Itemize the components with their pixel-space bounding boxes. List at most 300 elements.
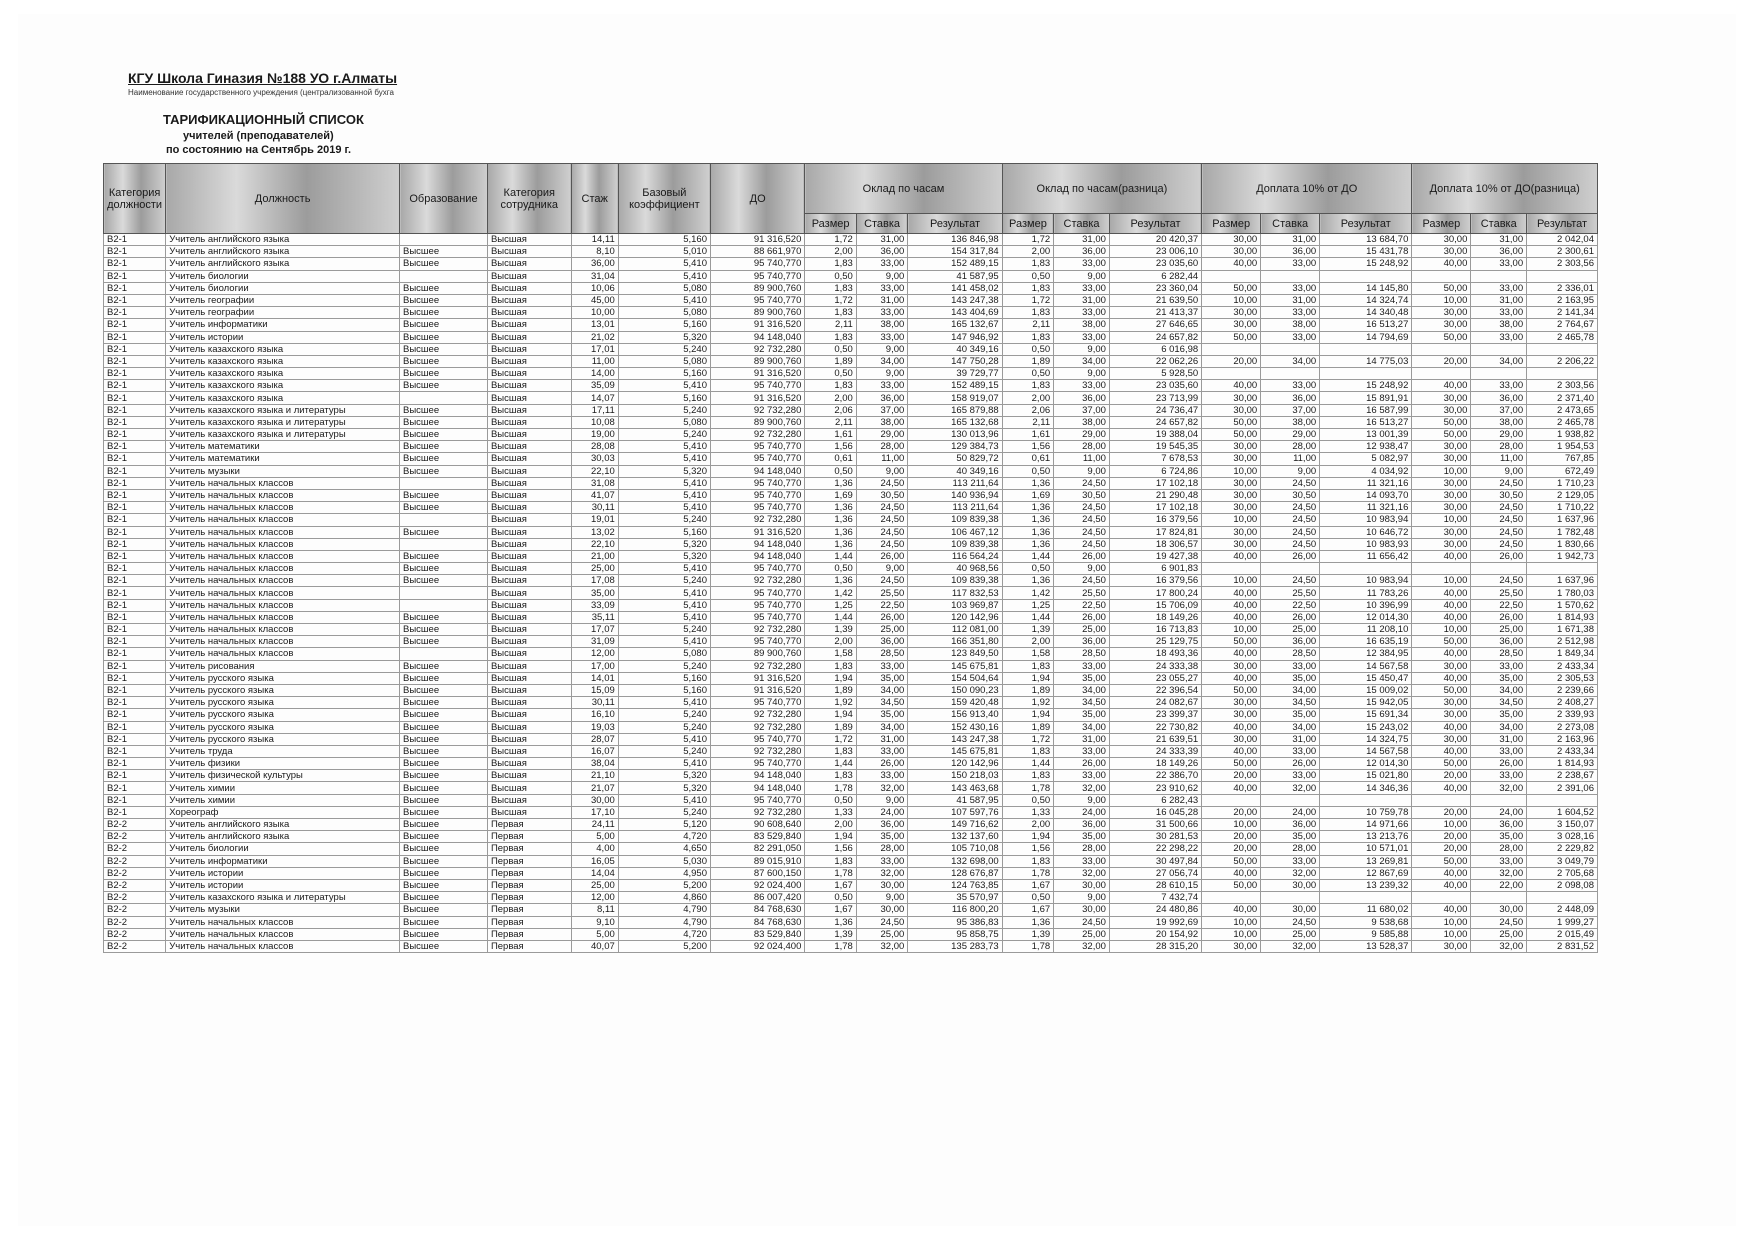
- cell-bonus-rate: 30,00: [1261, 879, 1320, 891]
- cell-bonus-rate: 38,00: [1261, 416, 1320, 428]
- cell-bonus-rate-diff: 29,00: [1471, 429, 1527, 441]
- cell-bonus-size: 10,00: [1202, 575, 1261, 587]
- cell-education: Высшее: [400, 794, 488, 806]
- cell-do: 87 600,150: [710, 867, 804, 879]
- cell-rate-diff: 33,00: [1054, 745, 1110, 757]
- cell-rate-diff: 26,00: [1054, 611, 1110, 623]
- cell-bonus-size-diff: [1412, 343, 1471, 355]
- cell-experience: 38,04: [571, 758, 618, 770]
- cell-rate-diff: 24,50: [1054, 514, 1110, 526]
- cell-size: 1,44: [805, 611, 856, 623]
- cell-employee-category: Высшая: [487, 355, 571, 367]
- cell-result: 129 384,73: [908, 441, 1002, 453]
- cell-bonus-size: 30,00: [1202, 538, 1261, 550]
- cell-bonus-result-diff: 2 229,82: [1527, 843, 1598, 855]
- cell-experience: 30,00: [571, 794, 618, 806]
- cell-size: 1,89: [805, 721, 856, 733]
- cell-rate: 24,50: [856, 502, 907, 514]
- cell-result: 156 913,40: [908, 709, 1002, 721]
- cell-education: [400, 599, 488, 611]
- cell-category: B2-1: [104, 489, 166, 501]
- cell-bonus-rate: 32,00: [1261, 940, 1320, 952]
- cell-bonus-result-diff: 1 637,96: [1527, 514, 1598, 526]
- cell-experience: 21,02: [571, 331, 618, 343]
- cell-category: B2-1: [104, 343, 166, 355]
- cell-bonus-result: 15 942,05: [1320, 697, 1412, 709]
- cell-employee-category: Высшая: [487, 538, 571, 550]
- cell-size: 1,44: [805, 550, 856, 562]
- cell-experience: 25,00: [571, 879, 618, 891]
- cell-base-coefficient: 4,860: [618, 892, 710, 904]
- sub-header-size: Размер: [1412, 214, 1471, 234]
- cell-position: Учитель русского языка: [166, 672, 400, 684]
- cell-position: Учитель начальных классов: [166, 489, 400, 501]
- cell-do: 94 148,040: [710, 550, 804, 562]
- sub-header-size: Размер: [1202, 214, 1261, 234]
- cell-size: 0,50: [805, 794, 856, 806]
- cell-bonus-rate-diff: 26,00: [1471, 758, 1527, 770]
- table-row: [104, 843, 1598, 855]
- cell-bonus-size: [1202, 794, 1261, 806]
- cell-employee-category: Высшая: [487, 745, 571, 757]
- cell-bonus-rate: 33,00: [1261, 660, 1320, 672]
- cell-size: 1,78: [805, 867, 856, 879]
- cell-position: Учитель биологии: [166, 282, 400, 294]
- cell-position: Учитель начальных классов: [166, 928, 400, 940]
- cell-base-coefficient: 5,080: [618, 307, 710, 319]
- cell-base-coefficient: 5,320: [618, 331, 710, 343]
- cell-experience: 17,10: [571, 806, 618, 818]
- cell-bonus-result: 14 794,69: [1320, 331, 1412, 343]
- cell-employee-category: Первая: [487, 879, 571, 891]
- cell-size-diff: 1,78: [1002, 940, 1053, 952]
- cell-bonus-size: 40,00: [1202, 867, 1261, 879]
- cell-bonus-rate: 11,00: [1261, 453, 1320, 465]
- cell-bonus-rate-diff: 30,50: [1471, 489, 1527, 501]
- sub-header-rate: Ставка: [856, 214, 907, 234]
- cell-education: [400, 392, 488, 404]
- cell-bonus-rate-diff: 38,00: [1471, 416, 1527, 428]
- table-row: [104, 575, 1598, 587]
- cell-bonus-result-diff: 1 782,48: [1527, 526, 1598, 538]
- cell-bonus-size-diff: 30,00: [1412, 502, 1471, 514]
- cell-bonus-size-diff: 50,00: [1412, 282, 1471, 294]
- cell-bonus-rate: 33,00: [1261, 855, 1320, 867]
- cell-base-coefficient: 5,410: [618, 477, 710, 489]
- cell-bonus-size: 50,00: [1202, 416, 1261, 428]
- cell-experience: 14,11: [571, 234, 618, 246]
- cell-education: Высшее: [400, 745, 488, 757]
- cell-size-diff: 1,56: [1002, 441, 1053, 453]
- cell-size: 1,61: [805, 429, 856, 441]
- cell-bonus-size-diff: 40,00: [1412, 879, 1471, 891]
- cell-bonus-size: 40,00: [1202, 648, 1261, 660]
- cell-bonus-rate: 24,50: [1261, 514, 1320, 526]
- cell-do: 95 740,770: [710, 453, 804, 465]
- cell-result-diff: 24 480,86: [1109, 904, 1201, 916]
- cell-education: Высшее: [400, 331, 488, 343]
- cell-result-diff: 21 639,50: [1109, 294, 1201, 306]
- cell-rate-diff: 34,00: [1054, 355, 1110, 367]
- cell-bonus-rate: 25,00: [1261, 624, 1320, 636]
- cell-bonus-size-diff: 40,00: [1412, 611, 1471, 623]
- cell-base-coefficient: 5,410: [618, 453, 710, 465]
- cell-category: B2-1: [104, 246, 166, 258]
- cell-bonus-result: 16 635,19: [1320, 636, 1412, 648]
- cell-size-diff: 2,11: [1002, 319, 1053, 331]
- cell-bonus-size: 50,00: [1202, 684, 1261, 696]
- cell-base-coefficient: 5,410: [618, 563, 710, 575]
- cell-education: Высшее: [400, 502, 488, 514]
- cell-position: Учитель казахского языка и литературы: [166, 404, 400, 416]
- cell-category: B2-2: [104, 843, 166, 855]
- cell-base-coefficient: 5,080: [618, 282, 710, 294]
- cell-position: Учитель казахского языка: [166, 355, 400, 367]
- cell-category: B2-1: [104, 733, 166, 745]
- cell-position: Учитель казахского языка: [166, 392, 400, 404]
- cell-experience: 30,11: [571, 697, 618, 709]
- cell-size-diff: 1,89: [1002, 355, 1053, 367]
- cell-base-coefficient: 5,240: [618, 660, 710, 672]
- cell-base-coefficient: 5,240: [618, 575, 710, 587]
- cell-base-coefficient: 5,410: [618, 733, 710, 745]
- cell-bonus-size: 50,00: [1202, 429, 1261, 441]
- cell-employee-category: Высшая: [487, 563, 571, 575]
- cell-employee-category: Первая: [487, 819, 571, 831]
- cell-bonus-size-diff: 10,00: [1412, 514, 1471, 526]
- cell-education: Высшее: [400, 684, 488, 696]
- cell-rate: 29,00: [856, 429, 907, 441]
- cell-result-diff: 23 035,60: [1109, 258, 1201, 270]
- cell-rate: 24,50: [856, 575, 907, 587]
- cell-employee-category: Высшая: [487, 331, 571, 343]
- cell-result: 95 858,75: [908, 928, 1002, 940]
- cell-position: Учитель казахского языка и литературы: [166, 892, 400, 904]
- cell-rate: 24,50: [856, 514, 907, 526]
- cell-experience: 14,01: [571, 672, 618, 684]
- cell-size: 1,56: [805, 441, 856, 453]
- cell-position: Учитель английского языка: [166, 831, 400, 843]
- cell-do: 86 007,420: [710, 892, 804, 904]
- cell-rate: 33,00: [856, 307, 907, 319]
- cell-size-diff: 2,11: [1002, 416, 1053, 428]
- cell-rate: 31,00: [856, 234, 907, 246]
- cell-do: 95 740,770: [710, 441, 804, 453]
- cell-bonus-rate: 24,00: [1261, 806, 1320, 818]
- cell-base-coefficient: 5,010: [618, 246, 710, 258]
- cell-do: 84 768,630: [710, 916, 804, 928]
- cell-employee-category: Первая: [487, 940, 571, 952]
- cell-bonus-rate-diff: 31,00: [1471, 294, 1527, 306]
- tariff-table-wrap: [103, 163, 1598, 953]
- cell-bonus-size: 50,00: [1202, 331, 1261, 343]
- cell-do: 95 740,770: [710, 611, 804, 623]
- cell-bonus-size-diff: 30,00: [1412, 453, 1471, 465]
- cell-base-coefficient: 5,160: [618, 319, 710, 331]
- cell-bonus-rate: 22,50: [1261, 599, 1320, 611]
- cell-do: 89 900,760: [710, 648, 804, 660]
- cell-rate: 9,00: [856, 465, 907, 477]
- cell-base-coefficient: 5,240: [618, 624, 710, 636]
- cell-bonus-size-diff: 30,00: [1412, 307, 1471, 319]
- cell-education: Высшее: [400, 904, 488, 916]
- cell-rate: 33,00: [856, 331, 907, 343]
- cell-rate: 34,00: [856, 721, 907, 733]
- cell-rate-diff: 33,00: [1054, 258, 1110, 270]
- cell-bonus-size: 30,00: [1202, 660, 1261, 672]
- cell-do: 83 529,840: [710, 831, 804, 843]
- cell-bonus-size-diff: 30,00: [1412, 489, 1471, 501]
- table-row: [104, 270, 1598, 282]
- cell-size-diff: 1,72: [1002, 294, 1053, 306]
- cell-rate-diff: 24,50: [1054, 575, 1110, 587]
- cell-bonus-result-diff: 3 150,07: [1527, 819, 1598, 831]
- cell-experience: 13,02: [571, 526, 618, 538]
- document-title: ТАРИФИКАЦИОННЫЙ СПИСОК: [163, 112, 364, 127]
- cell-rate: 33,00: [856, 745, 907, 757]
- group-header-bonus: Доплата 10% от ДО: [1202, 164, 1412, 214]
- cell-bonus-rate: 33,00: [1261, 258, 1320, 270]
- cell-size: 1,67: [805, 879, 856, 891]
- cell-position: Учитель информатики: [166, 319, 400, 331]
- cell-result: 113 211,64: [908, 477, 1002, 489]
- table-row: [104, 319, 1598, 331]
- cell-result-diff: 19 545,35: [1109, 441, 1201, 453]
- cell-bonus-size: 30,00: [1202, 307, 1261, 319]
- cell-bonus-result-diff: 767,85: [1527, 453, 1598, 465]
- cell-employee-category: Высшая: [487, 770, 571, 782]
- cell-category: B2-2: [104, 916, 166, 928]
- cell-experience: 9,10: [571, 916, 618, 928]
- cell-education: Высшее: [400, 721, 488, 733]
- cell-education: Высшее: [400, 441, 488, 453]
- cell-rate-diff: 25,00: [1054, 624, 1110, 636]
- cell-education: Высшее: [400, 758, 488, 770]
- cell-bonus-rate: 28,00: [1261, 441, 1320, 453]
- cell-position: Учитель физики: [166, 758, 400, 770]
- cell-bonus-result-diff: [1527, 892, 1598, 904]
- cell-base-coefficient: 4,790: [618, 904, 710, 916]
- cell-bonus-rate: 34,00: [1261, 355, 1320, 367]
- cell-result: 150 090,23: [908, 684, 1002, 696]
- cell-rate-diff: 28,00: [1054, 441, 1110, 453]
- organization-name: КГУ Школа Гиназия №188 УО г.Алматы: [128, 70, 398, 86]
- table-row: [104, 307, 1598, 319]
- cell-bonus-result: 14 324,74: [1320, 294, 1412, 306]
- cell-bonus-result-diff: 2 339,93: [1527, 709, 1598, 721]
- cell-experience: 17,01: [571, 343, 618, 355]
- cell-bonus-size: 20,00: [1202, 806, 1261, 818]
- table-row: [104, 368, 1598, 380]
- cell-bonus-size-diff: 30,00: [1412, 246, 1471, 258]
- cell-rate: 26,00: [856, 758, 907, 770]
- cell-position: Учитель рисования: [166, 660, 400, 672]
- cell-employee-category: Высшая: [487, 758, 571, 770]
- cell-size-diff: 1,83: [1002, 380, 1053, 392]
- cell-result: 130 013,96: [908, 429, 1002, 441]
- cell-bonus-size-diff: 30,00: [1412, 660, 1471, 672]
- cell-position: Учитель английского языка: [166, 246, 400, 258]
- cell-rate: 38,00: [856, 319, 907, 331]
- cell-size: 1,58: [805, 648, 856, 660]
- cell-bonus-size: [1202, 343, 1261, 355]
- cell-bonus-result-diff: 3 049,79: [1527, 855, 1598, 867]
- cell-education: Высшее: [400, 246, 488, 258]
- cell-size-diff: 1,36: [1002, 526, 1053, 538]
- cell-size: 1,83: [805, 282, 856, 294]
- cell-bonus-result: 15 431,78: [1320, 246, 1412, 258]
- table-row: [104, 648, 1598, 660]
- cell-bonus-result-diff: 2 300,61: [1527, 246, 1598, 258]
- cell-size-diff: 1,25: [1002, 599, 1053, 611]
- cell-bonus-rate-diff: 33,00: [1471, 282, 1527, 294]
- cell-position: Учитель русского языка: [166, 697, 400, 709]
- cell-bonus-size: 30,00: [1202, 733, 1261, 745]
- cell-employee-category: Высшая: [487, 319, 571, 331]
- cell-position: Учитель казахского языка: [166, 343, 400, 355]
- cell-rate-diff: 24,00: [1054, 806, 1110, 818]
- cell-experience: 16,10: [571, 709, 618, 721]
- cell-bonus-result-diff: 2 336,01: [1527, 282, 1598, 294]
- cell-bonus-rate: 34,50: [1261, 697, 1320, 709]
- cell-do: 95 740,770: [710, 294, 804, 306]
- cell-rate-diff: 29,00: [1054, 429, 1110, 441]
- cell-result: 150 218,03: [908, 770, 1002, 782]
- cell-employee-category: Первая: [487, 867, 571, 879]
- cell-experience: 41,07: [571, 489, 618, 501]
- cell-bonus-size-diff: 40,00: [1412, 550, 1471, 562]
- cell-bonus-rate: 32,00: [1261, 867, 1320, 879]
- cell-size-diff: 1,61: [1002, 429, 1053, 441]
- cell-size-diff: 1,36: [1002, 502, 1053, 514]
- cell-category: B2-1: [104, 697, 166, 709]
- cell-bonus-rate: [1261, 563, 1320, 575]
- cell-education: Высшее: [400, 575, 488, 587]
- table-row: [104, 745, 1598, 757]
- cell-category: B2-1: [104, 745, 166, 757]
- table-row: [104, 599, 1598, 611]
- table-row: [104, 246, 1598, 258]
- cell-result: 143 247,38: [908, 733, 1002, 745]
- cell-position: Учитель начальных классов: [166, 916, 400, 928]
- cell-employee-category: Высшая: [487, 599, 571, 611]
- cell-experience: 31,09: [571, 636, 618, 648]
- cell-do: 92 732,280: [710, 660, 804, 672]
- cell-experience: 21,10: [571, 770, 618, 782]
- cell-rate-diff: 24,50: [1054, 477, 1110, 489]
- cell-bonus-rate: 29,00: [1261, 429, 1320, 441]
- cell-result-diff: 24 333,38: [1109, 660, 1201, 672]
- sub-header-size: Размер: [805, 214, 856, 234]
- cell-size: 0,50: [805, 368, 856, 380]
- cell-result: 117 832,53: [908, 587, 1002, 599]
- cell-bonus-result: 14 145,80: [1320, 282, 1412, 294]
- cell-experience: 21,00: [571, 550, 618, 562]
- cell-category: B2-1: [104, 782, 166, 794]
- cell-bonus-size-diff: 50,00: [1412, 429, 1471, 441]
- cell-rate-diff: 9,00: [1054, 368, 1110, 380]
- cell-bonus-rate-diff: 22,00: [1471, 879, 1527, 891]
- cell-result: 132 137,60: [908, 831, 1002, 843]
- cell-result-diff: 7 432,74: [1109, 892, 1201, 904]
- cell-position: Учитель начальных классов: [166, 611, 400, 623]
- cell-result-diff: 19 992,69: [1109, 916, 1201, 928]
- cell-size: 1,44: [805, 758, 856, 770]
- cell-base-coefficient: 4,950: [618, 867, 710, 879]
- cell-bonus-result: [1320, 343, 1412, 355]
- cell-bonus-size: 40,00: [1202, 258, 1261, 270]
- cell-result-diff: 18 149,26: [1109, 611, 1201, 623]
- cell-bonus-result-diff: [1527, 794, 1598, 806]
- table-row: [104, 258, 1598, 270]
- cell-bonus-size-diff: 30,00: [1412, 709, 1471, 721]
- cell-employee-category: Первая: [487, 904, 571, 916]
- cell-employee-category: Высшая: [487, 733, 571, 745]
- cell-size: 1,78: [805, 940, 856, 952]
- cell-bonus-size: 40,00: [1202, 672, 1261, 684]
- cell-result: 132 698,00: [908, 855, 1002, 867]
- group-header-bonus-diff: Доплата 10% от ДО(разница): [1412, 164, 1598, 214]
- cell-result: 112 081,00: [908, 624, 1002, 636]
- cell-result-diff: 23 035,60: [1109, 380, 1201, 392]
- cell-bonus-result-diff: 1 942,73: [1527, 550, 1598, 562]
- cell-bonus-rate: [1261, 270, 1320, 282]
- cell-bonus-size-diff: 10,00: [1412, 624, 1471, 636]
- cell-rate: 37,00: [856, 404, 907, 416]
- cell-bonus-rate: 31,00: [1261, 234, 1320, 246]
- cell-experience: 19,01: [571, 514, 618, 526]
- col-header-employee-category: Категория сотрудника: [487, 164, 571, 234]
- cell-bonus-result: 15 450,47: [1320, 672, 1412, 684]
- cell-base-coefficient: 5,240: [618, 429, 710, 441]
- cell-position: Учитель английского языка: [166, 819, 400, 831]
- cell-bonus-rate: [1261, 892, 1320, 904]
- cell-education: [400, 477, 488, 489]
- cell-bonus-result: 13 213,76: [1320, 831, 1412, 843]
- cell-base-coefficient: 5,410: [618, 380, 710, 392]
- cell-size-diff: 0,61: [1002, 453, 1053, 465]
- table-row: [104, 343, 1598, 355]
- cell-rate: 9,00: [856, 343, 907, 355]
- cell-rate: 24,00: [856, 806, 907, 818]
- table-row: [104, 538, 1598, 550]
- cell-bonus-rate-diff: 26,00: [1471, 550, 1527, 562]
- cell-base-coefficient: 5,410: [618, 697, 710, 709]
- cell-size: 1,36: [805, 575, 856, 587]
- cell-position: Учитель начальных классов: [166, 514, 400, 526]
- cell-position: Учитель физической культуры: [166, 770, 400, 782]
- cell-education: Высшее: [400, 526, 488, 538]
- cell-base-coefficient: 5,080: [618, 416, 710, 428]
- table-row: [104, 636, 1598, 648]
- cell-education: Высшее: [400, 404, 488, 416]
- cell-rate-diff: 30,00: [1054, 879, 1110, 891]
- cell-category: B2-1: [104, 502, 166, 514]
- cell-employee-category: Высшая: [487, 294, 571, 306]
- cell-base-coefficient: 5,410: [618, 587, 710, 599]
- cell-result-diff: 19 388,04: [1109, 429, 1201, 441]
- cell-bonus-rate-diff: 32,00: [1471, 782, 1527, 794]
- cell-position: Учитель математики: [166, 441, 400, 453]
- cell-rate: 36,00: [856, 636, 907, 648]
- cell-size: 2,11: [805, 416, 856, 428]
- cell-experience: 10,08: [571, 416, 618, 428]
- cell-rate: 33,00: [856, 380, 907, 392]
- cell-result-diff: 18 493,36: [1109, 648, 1201, 660]
- cell-bonus-size: 10,00: [1202, 819, 1261, 831]
- cell-employee-category: Высшая: [487, 465, 571, 477]
- cell-result: 147 750,28: [908, 355, 1002, 367]
